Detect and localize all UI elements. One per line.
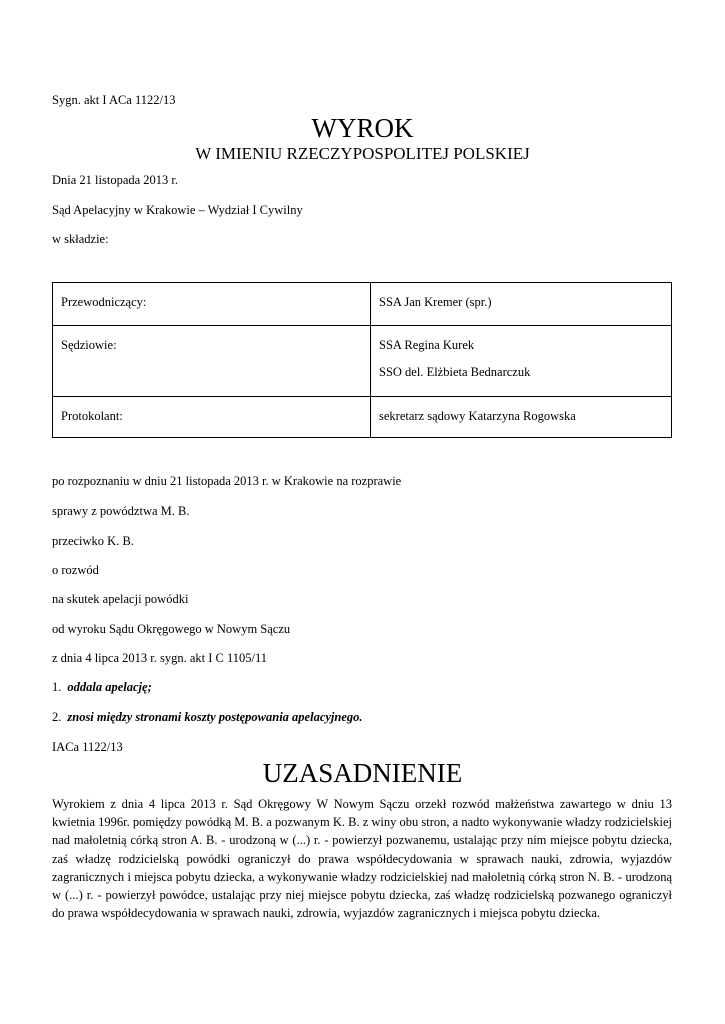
table-row: [53, 326, 672, 397]
clerk-label: Protokolant:: [53, 397, 371, 438]
presiding-label: Przewodniczący:: [53, 283, 371, 326]
judges-label: Sędziowie:: [53, 326, 371, 397]
proceedings-line: na skutek apelacji powódki: [52, 592, 189, 606]
clerk-value: sekretarz sądowy Katarzyna Rogowska: [371, 397, 672, 438]
document-subtitle: W IMIENIU RZECZYPOSPOLITEJ POLSKIEJ: [195, 144, 530, 163]
proceedings-line: o rozwód: [52, 563, 99, 577]
composition-intro: w składzie:: [52, 232, 109, 246]
presiding-value: SSA Jan Kremer (spr.): [371, 283, 672, 326]
document-title: WYROK: [311, 113, 414, 143]
judges-list: [371, 326, 672, 397]
case-signature: Sygn. akt I ACa 1122/13: [52, 93, 176, 107]
proceedings-line: od wyroku Sądu Okręgowego w Nowym Sączu: [52, 622, 291, 636]
proceedings-line: z dnia 4 lipca 2013 r. sygn. akt I C 1105/11: [52, 651, 268, 665]
ruling-item: [52, 680, 152, 695]
court-line: Sąd Apelacyjny w Krakowie – Wydział I Cywilny: [52, 203, 303, 217]
table-row: [53, 283, 672, 326]
ruling-item: [52, 710, 363, 725]
ruling-number: 1.: [52, 680, 62, 694]
ruling-text: znosi między stronami koszty postępowania apelacyjnego.: [67, 710, 363, 724]
proceedings-line: sprawy z powództwa M. B.: [52, 504, 190, 518]
ruling-text: oddala apelację;: [67, 680, 152, 694]
judge-name: SSA Regina Kurek: [379, 338, 475, 352]
proceedings-line: po rozpoznaniu w dniu 21 listopada 2013 r. w Krakowie na rozprawie: [52, 474, 402, 488]
table-row: [53, 397, 672, 438]
justification-paragraph: Wyrokiem z dnia 4 lipca 2013 r. Sąd Okręgowy W Nowym Sączu orzekł rozwód małżeństwa zawartego w dniu 13 kwietnia 1996r. pomiędzy powódką M. B. a pozwanym K. B. z winy obu stron, a nadto wykonywanie władzy rodzicielskiej nad małoletnią córką stron A. B. - urodzoną w (...) r. - powierzył pozwanemu, ustalając przy nim miejsce pobytu dziecka, zaś władzę rodzicielską powódki ograniczył do prawa współdecydowania w sprawach nauki, zdrowia, wyjazdów zagranicznych i miejsca pobytu dziecka, a wykonywanie władzy rodzicielskiej nad małoletnią córką stron N. B. - urodzoną w (...) r. - powierzył powódce, ustalając przy niej miejsce pobytu dziecka, zaś władzę rodzicielską pozwanego ograniczył do prawa współdecydowania w sprawach nauki, zdrowia, wyjazdów zagranicznych i miejsca pobytu dziecka.: [52, 797, 673, 921]
justification-heading: UZASADNIENIE: [262, 758, 463, 788]
case-reference: IACa 1122/13: [52, 740, 123, 754]
proceedings-line: przeciwko K. B.: [52, 534, 134, 548]
composition-table: [52, 282, 672, 438]
date-line: Dnia 21 listopada 2013 r.: [52, 173, 179, 187]
ruling-number: 2.: [52, 710, 62, 724]
judge-name: SSO del. Elżbieta Bednarczuk: [379, 365, 531, 379]
